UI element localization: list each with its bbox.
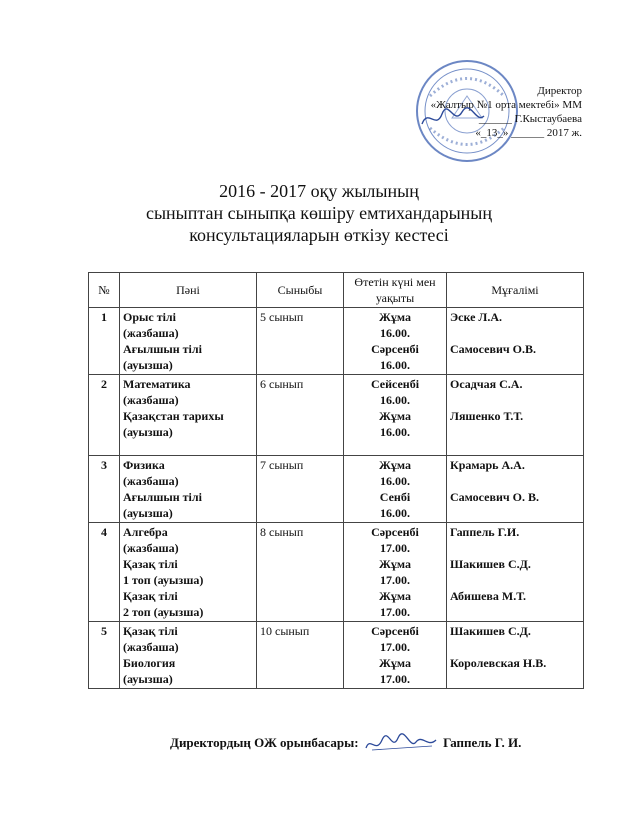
time-line: 16.00. (380, 474, 410, 488)
teacher-line: Осадчая С.А. (450, 377, 523, 391)
time-line: 17.00. (380, 541, 410, 555)
table-row (89, 456, 584, 523)
deputy-name: Гаппель Г. И. (443, 734, 522, 750)
teacher-line: Эске Л.А. (450, 310, 503, 324)
header-number: № (89, 273, 120, 308)
row-time (344, 308, 447, 375)
teacher-line: Гаппель Г.И. (450, 525, 520, 539)
subject-line: Қазақ тілі (123, 624, 178, 638)
subject-line: Биология (123, 656, 176, 670)
time-line: Сәрсенбі (371, 525, 419, 539)
row-number: 2 (89, 375, 120, 456)
time-line: Сәрсенбі (371, 342, 419, 356)
row-time (344, 456, 447, 523)
time-line: 16.00. (380, 506, 410, 520)
subject-line: Ағылшын тілі (123, 490, 202, 504)
teacher-line: Абишева М.Т. (450, 589, 527, 603)
time-line: 17.00. (380, 640, 410, 654)
subject-line: (ауызша) (123, 425, 173, 439)
subject-line: 1 топ (ауызша) (123, 573, 204, 587)
row-time (344, 622, 447, 689)
time-line: 16.00. (380, 425, 410, 439)
teacher-line: Крамарь А.А. (450, 458, 525, 472)
table-row (89, 308, 584, 375)
approval-title: Директор (537, 85, 582, 97)
teacher-line: Королевская Н.В. (450, 656, 547, 670)
row-number: 5 (89, 622, 120, 689)
title-line-2: сыныптан сыныпқа көшіру емтихандарының (145, 203, 493, 223)
time-line: Жұма (379, 310, 411, 324)
row-subject (120, 375, 257, 456)
subject-line: 2 топ (ауызша) (123, 605, 204, 619)
approval-school: «Жалтыр №1 орта мектебі» ММ (430, 99, 582, 111)
time-line: 16.00. (380, 393, 410, 407)
header-date-time: Өтетін күні мен уақыты (344, 273, 447, 308)
row-teacher (447, 523, 584, 622)
time-line: Жұма (379, 409, 411, 423)
subject-line: (жазбаша) (123, 640, 179, 654)
row-grade: 7 сынып (257, 456, 344, 523)
row-grade: 8 сынып (257, 523, 344, 622)
title-line-3: консультацияларын өткізу кестесі (189, 225, 449, 245)
row-subject (120, 456, 257, 523)
director-signature (418, 104, 488, 132)
row-number: 3 (89, 456, 120, 523)
time-line: 17.00. (380, 672, 410, 686)
teacher-line: Шакишев С.Д. (450, 557, 531, 571)
subject-line: (жазбаша) (123, 474, 179, 488)
table-row (89, 375, 584, 456)
teacher-line: Ляшенко Т.Т. (450, 409, 524, 423)
row-teacher (447, 308, 584, 375)
header-subject: Пәні (120, 273, 257, 308)
subject-line: (жазбаша) (123, 541, 179, 555)
row-time (344, 375, 447, 456)
teacher-line: Шакишев С.Д. (450, 624, 531, 638)
row-subject (120, 308, 257, 375)
row-subject (120, 622, 257, 689)
time-line: Сәрсенбі (371, 624, 419, 638)
row-teacher (447, 375, 584, 456)
subject-line: Қазақстан тарихы (123, 409, 224, 423)
row-grade: 10 сынып (257, 622, 344, 689)
subject-line: (ауызша) (123, 358, 173, 372)
subject-line: Алгебра (123, 525, 168, 539)
deputy-position: Директордың ОЖ орынбасары: (170, 734, 359, 750)
table-row (89, 622, 584, 689)
teacher-line: Самосевич О.В. (450, 342, 536, 356)
subject-line: Қазақ тілі (123, 589, 178, 603)
header-grade: Сыныбы (257, 273, 344, 308)
time-line: Жұма (379, 589, 411, 603)
table-row (89, 523, 584, 622)
time-line: 16.00. (380, 358, 410, 372)
time-line: Жұма (379, 656, 411, 670)
table-header-row (89, 273, 584, 308)
row-number: 4 (89, 523, 120, 622)
subject-line: (жазбаша) (123, 326, 179, 340)
subject-line: Орыс тілі (123, 310, 176, 324)
row-grade: 5 сынып (257, 308, 344, 375)
row-subject (120, 523, 257, 622)
time-line: Жұма (379, 458, 411, 472)
subject-line: (жазбаша) (123, 393, 179, 407)
time-line: 17.00. (380, 605, 410, 619)
title-line-1: 2016 - 2017 оқу жылының (219, 181, 419, 201)
time-line: 16.00. (380, 326, 410, 340)
teacher-line: Самосевич О. В. (450, 490, 539, 504)
row-number: 1 (89, 308, 120, 375)
subject-line: Математика (123, 377, 191, 391)
subject-line: (ауызша) (123, 672, 173, 686)
deputy-signature (362, 732, 440, 756)
header-teacher: Мұғалімі (447, 273, 584, 308)
time-line: Сейсенбі (370, 377, 420, 391)
subject-line: Ағылшын тілі (123, 342, 202, 356)
time-line: 17.00. (380, 573, 410, 587)
subject-line: (ауызша) (123, 506, 173, 520)
subject-line: Қазақ тілі (123, 557, 178, 571)
row-teacher (447, 456, 584, 523)
signature-footer (170, 732, 521, 756)
subject-line: Физика (123, 458, 165, 472)
document-title (0, 180, 638, 246)
approval-date: «_13_» ______ 2017 ж. (475, 127, 582, 139)
time-line: Сенбі (379, 490, 411, 504)
consultation-schedule-table (88, 272, 584, 689)
approval-director: ______ Г.Кыстаубаева (478, 113, 582, 125)
row-grade: 6 сынып (257, 375, 344, 456)
time-line: Жұма (379, 557, 411, 571)
row-time (344, 523, 447, 622)
row-teacher (447, 622, 584, 689)
